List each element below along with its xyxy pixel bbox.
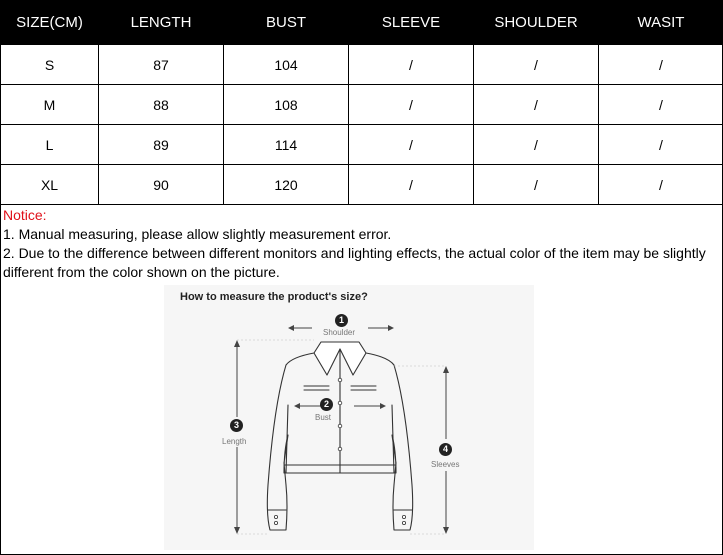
table-cell: /: [349, 45, 474, 85]
marker-4: 4: [439, 443, 452, 456]
marker-label-length: Length: [222, 437, 247, 446]
table-cell: L: [1, 125, 99, 165]
marker-1: 1: [335, 314, 348, 327]
table-cell: /: [349, 85, 474, 125]
table-cell: /: [599, 165, 723, 205]
table-cell: /: [599, 85, 723, 125]
table-cell: /: [474, 165, 599, 205]
table-cell: 87: [99, 45, 224, 85]
table-cell: 88: [99, 85, 224, 125]
header-sleeve: SLEEVE: [349, 0, 474, 45]
table-cell: /: [474, 45, 599, 85]
table-cell: /: [474, 85, 599, 125]
table-cell: XL: [1, 165, 99, 205]
table-cell: /: [599, 45, 723, 85]
shirt-diagram: [164, 285, 534, 550]
size-table: [0, 0, 723, 205]
header-shoulder: SHOULDER: [474, 0, 599, 45]
notice-line-2: 2. Due to the difference between different monitors and lighting effects, the actual color of the item may be slightly different from the color shown on the picture.: [3, 245, 706, 280]
table-cell: /: [599, 125, 723, 165]
marker-label-sleeves: Sleeves: [431, 460, 460, 469]
header-wasit: WASIT: [599, 0, 723, 45]
table-cell: /: [349, 125, 474, 165]
header-size: SIZE(CM): [1, 0, 99, 45]
table-header-row: [1, 0, 723, 45]
table-row: [1, 125, 723, 165]
notice-line-1: 1. Manual measuring, please allow slightly measurement error.: [3, 226, 392, 242]
table-cell: /: [474, 125, 599, 165]
table-row: [1, 165, 723, 205]
notice-title: Notice:: [3, 207, 47, 223]
table-row: [1, 85, 723, 125]
table-cell: 114: [224, 125, 349, 165]
measurement-figure: [164, 285, 534, 550]
marker-label-shoulder: Shoulder: [323, 328, 356, 337]
header-bust: BUST: [224, 0, 349, 45]
table-cell: /: [349, 165, 474, 205]
marker-3: 3: [230, 419, 243, 432]
table-cell: 89: [99, 125, 224, 165]
table-cell: S: [1, 45, 99, 85]
notice-block: [3, 206, 719, 282]
figure-title: How to measure the product's size?: [180, 291, 368, 303]
table-cell: 108: [224, 85, 349, 125]
table-row: [1, 45, 723, 85]
table-cell: M: [1, 85, 99, 125]
header-length: LENGTH: [99, 0, 224, 45]
table-cell: 90: [99, 165, 224, 205]
marker-2: 2: [320, 398, 333, 411]
table-cell: 120: [224, 165, 349, 205]
marker-label-bust: Bust: [315, 413, 332, 422]
table-cell: 104: [224, 45, 349, 85]
